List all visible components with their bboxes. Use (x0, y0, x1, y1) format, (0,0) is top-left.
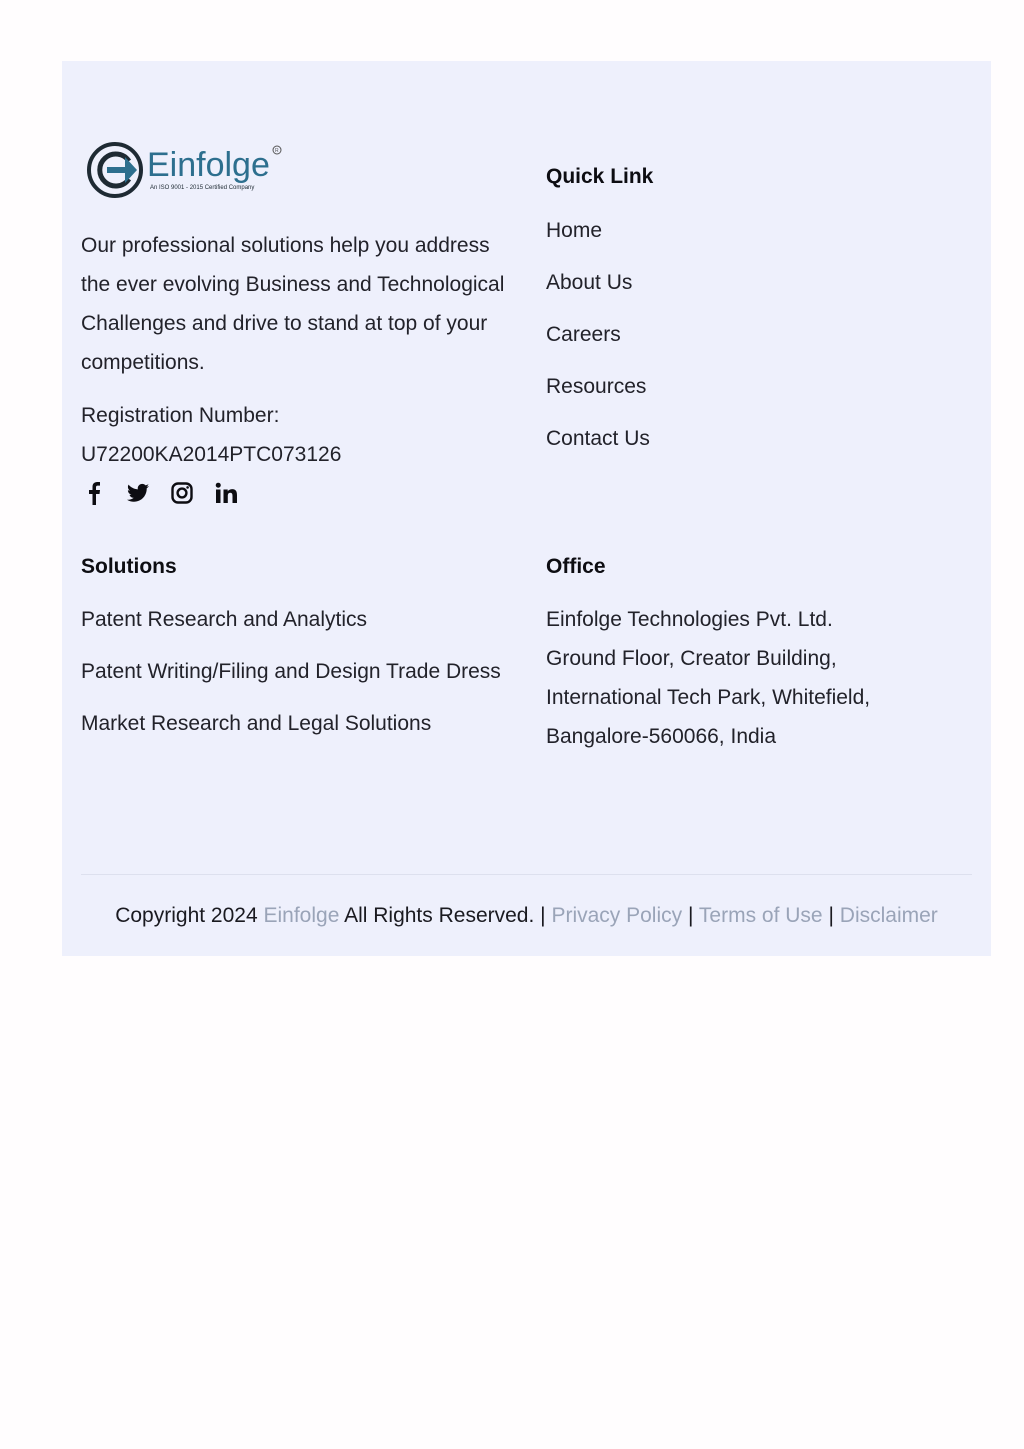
linkedin-icon[interactable] (213, 480, 239, 506)
quick-link-careers[interactable]: Careers (546, 323, 621, 346)
office-line: International Tech Park, Whitefield, (546, 686, 871, 709)
solutions-list (81, 607, 501, 763)
disclaimer-link[interactable]: Disclaimer (839, 904, 938, 927)
solution-market-research[interactable]: Market Research and Legal Solutions (81, 712, 432, 735)
quick-link-heading: Quick Link (546, 165, 654, 188)
facebook-icon[interactable] (81, 480, 107, 506)
instagram-icon[interactable] (169, 480, 195, 506)
brand-logo[interactable] (85, 139, 285, 201)
logo-wordmark: Einfolge (147, 146, 270, 184)
registration-label: Registration Number: (81, 404, 280, 427)
solutions-heading: Solutions (81, 555, 177, 578)
einfolge-logo-mark (85, 139, 285, 201)
solution-patent-writing[interactable]: Patent Writing/Filing and Design Trade Dress (81, 660, 501, 683)
site-footer (62, 61, 991, 956)
company-description: Our professional solutions help you address the ever evolving Business and Technological Challenges and drive to stand at top of your competitions. (81, 234, 505, 374)
office-heading: Office (546, 555, 606, 578)
office-line: Bangalore-560066, India (546, 725, 777, 748)
copyright-bar (62, 899, 991, 933)
brand-link[interactable]: Einfolge (263, 904, 340, 927)
office-line: Ground Floor, Creator Building, (546, 647, 837, 670)
quick-link-resources[interactable]: Resources (546, 375, 647, 398)
separator: | (687, 904, 694, 927)
solution-patent-research[interactable]: Patent Research and Analytics (81, 608, 368, 631)
office-line: Einfolge Technologies Pvt. Ltd. (546, 608, 833, 631)
quick-link-about-us[interactable]: About Us (546, 271, 633, 294)
office-address (546, 600, 976, 756)
quick-link-list (546, 218, 650, 478)
rights-text: All Rights Reserved. | (344, 904, 546, 927)
twitter-icon[interactable] (125, 480, 151, 506)
logo-tagline: An ISO 9001 - 2015 Certified Company (150, 185, 255, 191)
privacy-policy-link[interactable]: Privacy Policy (551, 904, 683, 927)
separator: | (828, 904, 834, 927)
quick-link-contact-us[interactable]: Contact Us (546, 427, 650, 450)
registration-block (81, 396, 521, 474)
registration-number: U72200KA2014PTC073126 (81, 443, 342, 466)
copyright-prefix: Copyright 2024 (115, 904, 258, 927)
terms-of-use-link[interactable]: Terms of Use (698, 904, 823, 927)
footer-divider (81, 874, 972, 875)
social-links (81, 480, 239, 506)
quick-link-home[interactable]: Home (546, 219, 603, 242)
svg-text:R: R (275, 148, 279, 154)
